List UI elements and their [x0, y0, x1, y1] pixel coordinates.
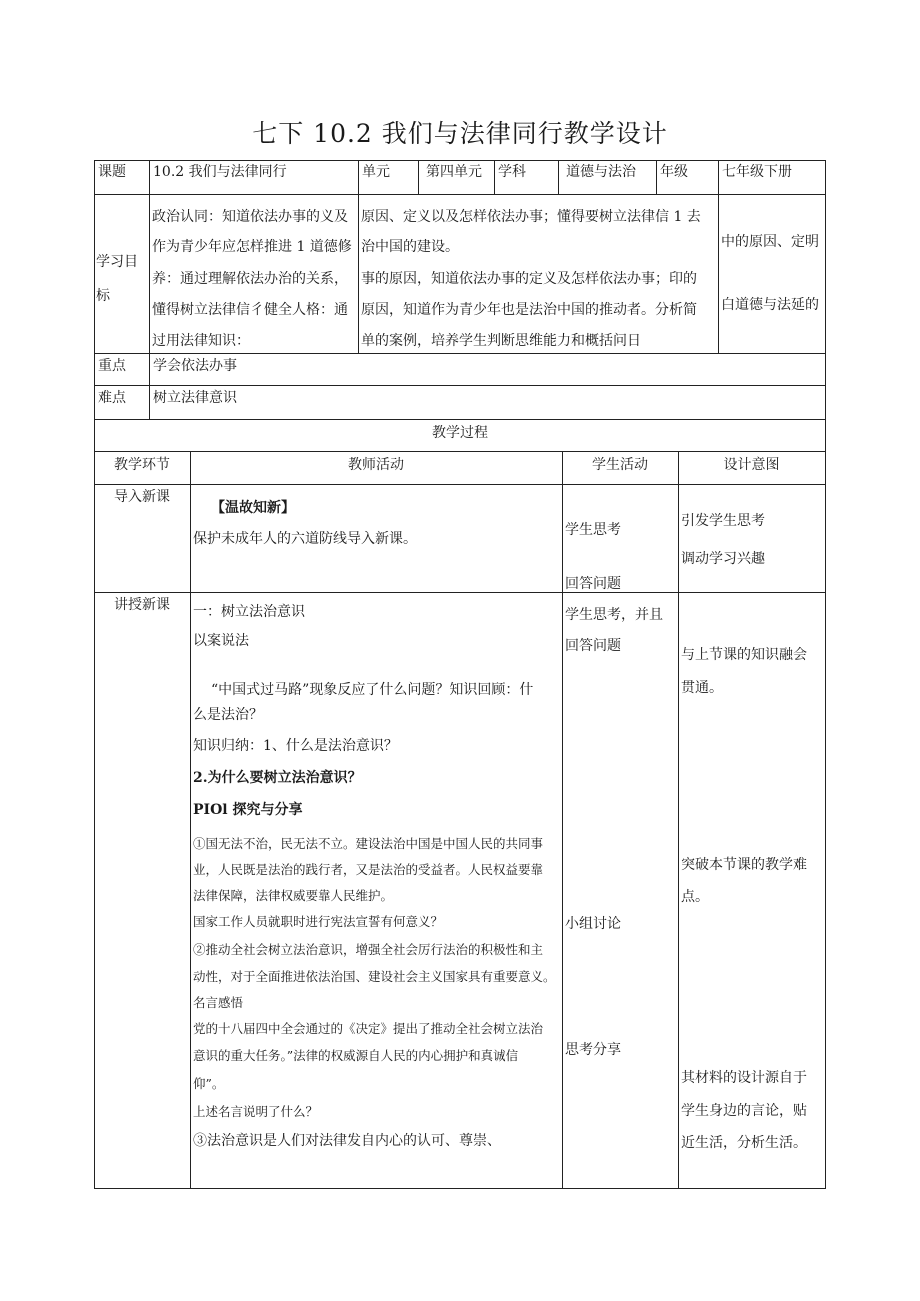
objective-line: 原因、定义以及怎样依法办事；懂得要树立法律信 1 去: [361, 209, 701, 225]
topic-value: 10.2 我们与法律同行: [153, 164, 287, 180]
design-intent: 近生活，分析生活。: [681, 1135, 807, 1151]
objective-line: 过用法律知识：: [152, 333, 250, 349]
objective-line: 中的原因、定明: [721, 234, 819, 250]
stage-label: 导入新课: [114, 489, 170, 505]
key-point-value: 学会依法办事: [153, 358, 237, 374]
teacher-activity: 【温故知新】: [211, 500, 295, 516]
column-header: 学生活动: [592, 457, 648, 473]
student-activity: 回答问题: [565, 638, 621, 654]
teacher-activity: 仰”。: [193, 1076, 225, 1091]
design-intent: 调动学习兴趣: [681, 551, 765, 567]
design-intent: 其材料的设计源自于: [681, 1070, 807, 1086]
teacher-activity: 以案说法: [193, 633, 249, 649]
teacher-activity: 意识的重大任务。”法律的权威源自人民的内心拥护和真诚信: [193, 1048, 519, 1063]
design-intent: 贯通。: [681, 680, 723, 696]
design-intent: 突破本节课的教学难: [681, 857, 807, 873]
objective-line: 白道德与法延的: [721, 297, 819, 313]
teacher-activity: 知识归纳：1、什么是法治意识？: [193, 738, 398, 754]
objectives-label: 标: [96, 288, 110, 304]
student-activity: 思考分享: [565, 1042, 621, 1058]
design-intent: 引发学生思考: [681, 513, 765, 529]
teacher-activity: ①国无法不治，民无法不立。建设法治中国是中国人民的共同事: [193, 836, 544, 851]
objective-line: 治中国的建设。: [361, 239, 459, 255]
objective-line: 政治认同：知道依法办事的义及: [152, 209, 348, 225]
teacher-activity: 名言感悟: [193, 995, 244, 1010]
objective-line: 养：通过理解依法办治的关系，: [152, 271, 348, 287]
objective-line: 懂得树立法律信彳健全人格：通: [152, 302, 348, 318]
teacher-activity: 动性，对于全面推进依法治国、建设社会主义国家具有重要意义。: [193, 969, 556, 984]
process-heading: 教学过程: [432, 425, 488, 441]
design-intent: 学生身边的言论，贴: [681, 1103, 807, 1119]
teacher-activity: 法律保障，法律权威要靠人民维护。: [193, 888, 394, 903]
teacher-activity: 一：树立法治意识: [193, 604, 305, 620]
key-point-label: 重点: [98, 358, 126, 374]
subject-value: 道德与法治: [566, 164, 636, 180]
unit-label: 单元: [362, 164, 390, 180]
objectives-label: 学习目: [96, 254, 138, 270]
grade-label: 年级: [660, 164, 688, 180]
student-activity: 学生思考，并且: [565, 607, 663, 623]
teacher-activity: 国家工作人员就职时进行宪法宣誓有何意义？: [193, 914, 444, 929]
student-activity: 回答问题: [565, 576, 621, 592]
design-intent: 点。: [681, 889, 709, 905]
difficulty-value: 树立法律意识: [153, 390, 237, 406]
teacher-activity: ②推动全社会树立法治意识，增强全社会厉行法治的积极性和主: [193, 942, 544, 957]
design-intent: 与上节课的知识融会: [681, 647, 807, 663]
stage-label: 讲授新课: [114, 597, 170, 613]
teacher-activity: 业，人民既是法治的践行者，又是法治的受益者。人民权益要靠: [193, 862, 544, 877]
student-activity: 小组讨论: [565, 916, 621, 932]
topic-label: 课题: [98, 164, 126, 180]
teacher-activity: ③法治意识是人们对法律发自内心的认可、尊崇、: [193, 1133, 501, 1149]
teacher-activity: 党的十八届四中全会通过的《决定》提出了推动全社会树立法治: [193, 1021, 544, 1036]
objective-line: 作为青少年应怎样推进 1 道德修: [152, 239, 352, 255]
objective-line: 事的原因，知道依法办事的定义及怎样依法办事；印的: [361, 271, 697, 287]
teacher-activity: 么是法治？: [193, 707, 263, 723]
teacher-activity: 保护未成年人的六道防线导入新课。: [193, 531, 417, 547]
page-title: 七下 10.2 我们与法律同行教学设计: [252, 119, 668, 148]
teacher-activity: 2.为什么要树立法治意识？: [193, 770, 362, 786]
objective-line: 单的案例，培养学生判断思维能力和概括问日: [361, 333, 641, 349]
teacher-activity: 上述名言说明了什么？: [193, 1104, 319, 1119]
student-activity: 学生思考: [565, 522, 621, 538]
difficulty-label: 难点: [98, 390, 126, 406]
objective-line: 原因，知道作为青少年也是法治中国的推动者。分析简: [361, 302, 697, 318]
subject-label: 学科: [498, 164, 526, 180]
column-header: 设计意图: [723, 457, 780, 473]
teacher-activity: PIOl 探究与分享: [193, 802, 303, 818]
grade-value: 七年级下册: [722, 164, 792, 180]
column-header: 教学环节: [114, 457, 170, 473]
teacher-activity: “中国式过马路”现象反应了什么问题？知识回顾：什: [211, 682, 534, 698]
column-header: 教师活动: [348, 457, 404, 473]
unit-value: 第四单元: [426, 164, 482, 180]
